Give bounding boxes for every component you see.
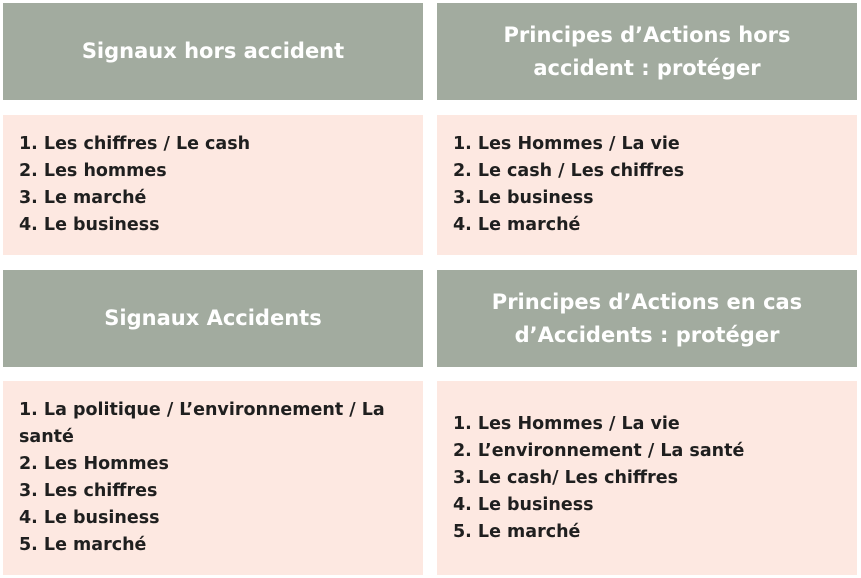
panel-body-principes-accidents — [437, 381, 857, 575]
panel-title: Signaux hors accident — [81, 39, 345, 63]
list-item: 5. Le marché — [19, 535, 147, 555]
panel-header-signaux-accidents — [3, 270, 423, 367]
panel-body-principes-hors-accident — [437, 115, 857, 255]
panel-header-principes-hors-accident — [437, 3, 857, 100]
list-item: 2. Les hommes — [19, 161, 167, 181]
list-item: 4. Le marché — [453, 215, 581, 235]
list-item: 3. Le business — [453, 188, 594, 208]
panel-header-principes-accidents — [437, 270, 857, 367]
list-item: 3. Le marché — [19, 188, 147, 208]
list-item: 1. Les Hommes / La vie — [453, 134, 680, 154]
list-item: 2. Le cash / Les chiffres — [453, 161, 685, 181]
panel-header-signaux-hors-accident — [3, 3, 423, 100]
panel-title: Principes d’Actions hors accident : protéger — [503, 22, 791, 80]
list-item: 4. Le business — [19, 215, 160, 235]
list-item: 1. Les chiffres / Le cash — [19, 134, 251, 154]
list-item: 2. L’environnement / La santé — [453, 440, 745, 461]
list-item: 5. Le marché — [453, 521, 581, 542]
list-item: 4. Le business — [453, 494, 594, 515]
list-item: 1. La politique / L’environnement / La santé — [19, 400, 385, 447]
panel-body-signaux-hors-accident — [3, 115, 423, 255]
list-item: 2. Les Hommes — [19, 454, 169, 474]
panel-title: Principes d’Actions en cas d’Accidents : protéger — [491, 289, 803, 347]
list-item: 3. Les chiffres — [19, 481, 158, 501]
list-item: 1. Les Hommes / La vie — [453, 413, 680, 434]
list-item: 3. Le cash/ Les chiffres — [453, 467, 679, 488]
list-item: 4. Le business — [19, 508, 160, 528]
panel-title: Signaux Accidents — [104, 306, 322, 330]
panel-body-signaux-accidents — [3, 381, 423, 575]
